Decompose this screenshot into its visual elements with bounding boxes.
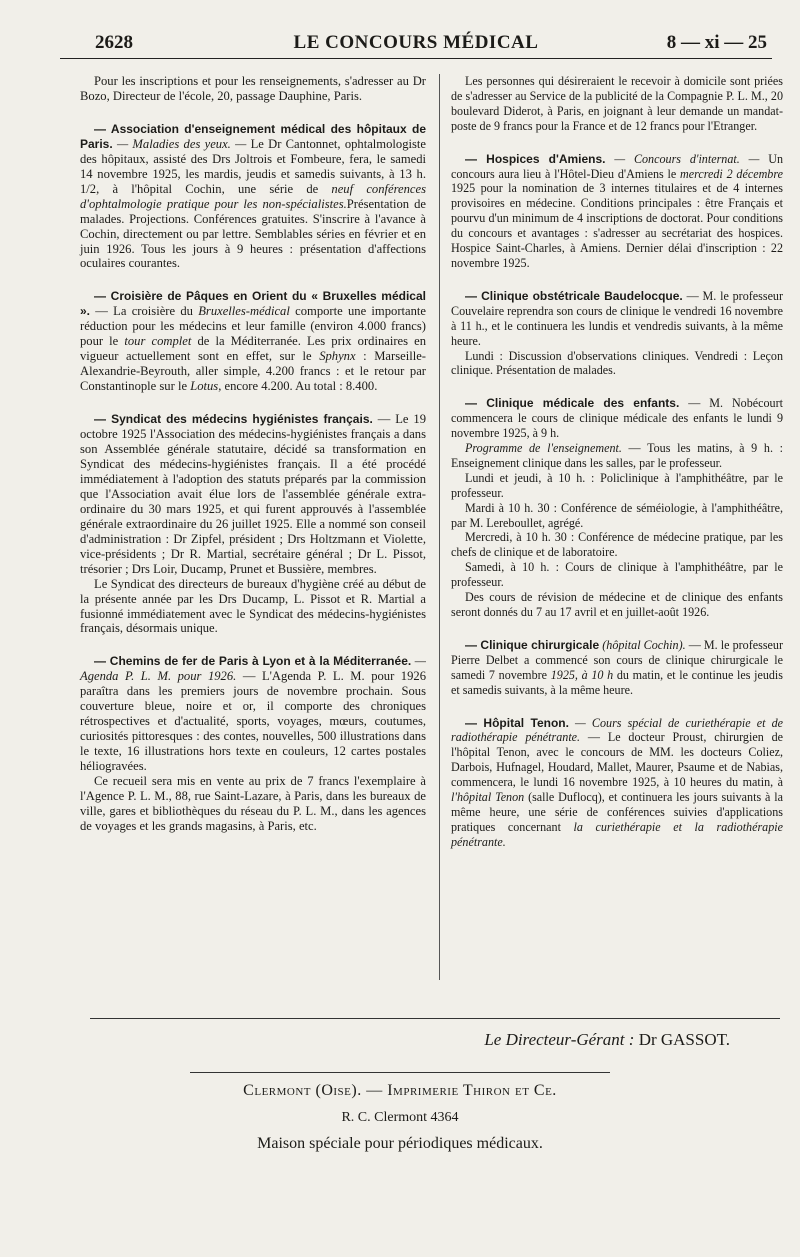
signature-role: Le Directeur-Gérant :	[484, 1030, 635, 1049]
paragraph: Lundi : Discussion d'observations cliniques. Vendredi : Leçon clinique. Présentation de malades.	[451, 348, 783, 378]
italic-text: Bruxelles-médical	[198, 304, 290, 319]
article-heading: — Clinique chirurgicale	[465, 637, 600, 652]
paragraph: Samedi, à 10 h. : Cours de clinique à l'amphithéâtre, par le professeur.	[451, 560, 783, 590]
article-croisiere	[80, 289, 426, 394]
article-inscriptions	[80, 74, 426, 104]
text: — La croisière du	[95, 304, 193, 319]
article-heading: — Hospices d'Amiens.	[465, 151, 606, 166]
text: Le Dr Cantonnet, ophtalmologiste des hôpitaux, assisté des Drs Joltrois et Fombeure, fera, le samedi 14 novembre 1925, les mardis, jeudis et samedis suivants, à 13 h. 1/2, à l'hôpital Cochin, une série de	[80, 136, 426, 196]
paragraph: Les personnes qui désireraient le recevoir à domicile sont priées de s'adresser au Service de la publicité de la Compagnie P. L. M., 20 boulevard Diderot, à Paris, en joignant à leur demande un mandat-poste de 9 francs pour la France et de 12 francs pour l'Etranger.	[451, 74, 783, 133]
text: — Tous les matins, à 9 h. : Enseignement clinique dans les salles, par le professeur.	[451, 441, 783, 470]
italic-text: Sphynx	[319, 349, 356, 364]
text: — M. le professeur Pierre Delbet a commencé son cours de clinique chirurgicale le samedi 7 novembre	[451, 637, 783, 682]
article-clinique-chirurgicale	[451, 638, 783, 698]
paragraph	[80, 122, 426, 272]
article-clinique-enfants	[451, 396, 783, 620]
article-hospices-amiens	[451, 152, 783, 271]
italic-text: 1925, à 10 h	[550, 667, 614, 682]
signature-name: Dr GASSOT.	[638, 1030, 730, 1049]
paragraph: Le Syndicat des directeurs de bureaux d'hygiène créé au début de la présente année par les Drs Ducamp, L. Pissot et R. Martial a fusionné immédiatement avec le Syndicat des médecins-hygiénistes français, désormais unique.	[80, 576, 426, 636]
paragraph	[451, 396, 783, 441]
article-baudelocque	[451, 289, 783, 378]
text: — Le docteur Proust, chirurgien de l'hôpital Tenon, avec le concours de MM. les docteurs Coliez, Darbois, Hufnagel, Houdard, Mallet, Maurer, Psaume et de Nabias, commencera, le lundi 16 novembre 1925, à 10 heures du matin, à	[451, 730, 783, 790]
text: (salle Duflocq), et continuera les jours suivants à la même heure, une série de conférences suivies d'applications pratiques concernant	[451, 790, 783, 834]
column-divider	[439, 74, 440, 980]
printer-name: Clermont (Oise). — Imprimerie Thiron et Ce.	[243, 1082, 557, 1099]
printer-registry: R. C. Clermont 4364	[341, 1110, 459, 1125]
article-heading: — Association d'enseignement médical des hôpitaux de Paris.	[80, 121, 426, 151]
text: , encore 4.200. Au total : 8.400.	[218, 379, 378, 394]
footer-rule	[90, 1018, 780, 1019]
article-association-enseignement	[80, 122, 426, 272]
paragraph: Mercredi, à 10 h. 30 : Conférence de médecine pratique, par les chefs de clinique et de laboratoire.	[451, 530, 783, 560]
text: Présentation de malades. Projections. Conférences gratuites. S'inscrire à l'avance à Cochin, directement ou par lettre. Semblables séries en février et en juin 1926. Tous les jours à 9 heures : présentation d'affections oculaires courantes.	[80, 196, 426, 271]
article-plm-subscription	[451, 74, 783, 134]
article-heading: — Clinique médicale des enfants.	[465, 396, 680, 411]
issue-date: 8 — xi — 25	[666, 32, 767, 53]
paragraph	[80, 289, 426, 394]
footer-rule	[190, 1072, 610, 1073]
paragraph	[451, 152, 783, 271]
paragraph: Mardi à 10 h. 30 : Conférence de séméiologie, à l'amphithéâtre, par M. Lereboullet, agrégé.	[451, 500, 783, 530]
text: du matin, et le continue les jeudis et samedis suivants, à la même heure.	[451, 667, 783, 697]
article-subheading: — Concours d'internat. —	[614, 151, 760, 166]
paragraph	[451, 638, 783, 698]
text: — Le 19 octobre 1925 l'Association des médecins-hygiénistes français a dans son Assemblée générale statutaire, décidé sa transformation en Syndicat des médecins-hygiénistes français. Il a été procédé immédiatement à l'adoption des statuts préparés par la commission que l'Association avait élue lors de l'assemblée générale extra-ordinaire du 30 mars 1925, et qui furent approuvés à l'assemblée générale extraordinaire du 26 juillet 1925. Elle a nommé son conseil d'administration : Dr Zipfel, président ; Drs Holtzmann et Violette, vice-présidents ; Dr R. Martial, secrétaire général ; Dr L. Pissot, trésorier ; Drs Loir, Ducamp, Prunet et Bussière, membres.	[80, 412, 426, 576]
printer-tagline: Maison spéciale pour périodiques médicaux.	[257, 1135, 543, 1152]
page-number: 2628	[95, 32, 133, 53]
article-subheading: — Maladies des yeux. —	[116, 136, 247, 151]
article-heading: — Croisière de Pâques en Orient du « Bruxelles médical ».	[80, 289, 426, 319]
page-header	[60, 30, 772, 59]
right-column	[451, 74, 783, 868]
journal-title: LE CONCOURS MÉDICAL	[293, 32, 539, 53]
text: — L'Agenda P. L. M. pour 1926 paraîtra dans les premiers jours de novembre prochain. Sous couverture bleue, noire et or, il comporte des chroniques rétrospectives et d'actualité, sports, voyages, mœurs, coutumes, curiosités pittoresques : des contes, nouvelles, 500 illustrations dans le texte, 16 illustrations hors texte en couleurs, 12 cartes postales héliogravées.	[80, 669, 426, 774]
article-hopital-tenon	[451, 716, 783, 850]
italic-text: tour complet	[124, 334, 192, 349]
text: — M. Nobécourt commencera le cours de clinique médicale des enfants le lundi 9 novembre 1925, à 9 h.	[451, 396, 783, 441]
italic-text: mercredi 2 décembre	[680, 166, 783, 181]
paragraph	[451, 289, 783, 349]
italic-text: l'hôpital Tenon	[451, 790, 525, 805]
paragraph: Lundi et jeudi, à 10 h. : Policlinique à l'amphithéâtre, par le professeur.	[451, 470, 783, 500]
signature	[484, 1030, 730, 1050]
paragraph: Ce recueil sera mis en vente au prix de 7 francs l'exemplaire à l'Agence P. L. M., 88, rue Saint-Lazare, à Paris, dans les bureaux de ville, gares et bibliothèques du réseau du P. L. M., dans les agences de voyages et les grands magasins, à Paris, etc.	[80, 774, 426, 833]
italic-text: Programme de l'enseignement.	[465, 441, 622, 456]
paragraph	[80, 412, 426, 576]
italic-text: (hôpital Cochin).	[602, 637, 686, 652]
paragraph: Des cours de révision de médecine et de clinique des enfants seront donnés du 7 au 17 avril et en juillet-août 1926.	[451, 590, 783, 619]
article-chemins-de-fer	[80, 654, 426, 833]
left-column	[80, 74, 426, 852]
article-subheading: — Cours spécial de curiethérapie et de radiothérapie pénétrante.	[451, 715, 783, 745]
paragraph	[80, 654, 426, 774]
text: de la Méditerranée. Les prix ordinaires en vigueur actuellement sont en effet, sur le	[80, 334, 427, 364]
text: : Marseille-Alexandrie-Beyrouth, aller simple, 4.200 francs : et le retour par Constantinople sur le	[80, 349, 426, 394]
text: — M. le professeur Couvelaire reprendra son cours de clinique le vendredi 16 novembre à 11 h., et le continuera les lundis et vendredis suivants, à la même heure.	[451, 288, 784, 348]
italic-text: neuf conférences d'ophtalmologie pratique pour les non-spécialistes.	[80, 181, 426, 211]
paragraph	[451, 441, 783, 471]
text: comporte une importante réduction pour les médecins et leur famille (environ 4.000 francs) pour le	[80, 304, 426, 349]
paragraph	[451, 716, 783, 850]
article-heading: — Hôpital Tenon.	[465, 715, 569, 730]
article-syndicat	[80, 412, 426, 636]
article-heading: — Chemins de fer de Paris à Lyon et à la Méditerranée.	[94, 654, 412, 669]
article-heading: — Clinique obstétricale Baudelocque.	[465, 288, 683, 303]
text: 1925 pour la nomination de 3 internes titulaires et de 4 internes provisoires en médecine. Conditions principales : être Français et pourvu d'un minimum de 4 inscriptions de doctorat. Pour conditions du concours et avantages : s'adresser au secrétariat des hospices. Hospice Saint-Charles, à Amiens. Dernier délai d'inscription : 22 novembre 1925.	[451, 181, 783, 270]
paragraph: Pour les inscriptions et pour les renseignements, s'adresser au Dr Bozo, Directeur de l'école, 20, passage Dauphine, Paris.	[80, 74, 426, 103]
italic-text: la curiethérapie et la radiothérapie pénétrante.	[451, 819, 784, 849]
article-heading: — Syndicat des médecins hygiénistes français.	[94, 412, 373, 427]
article-subheading: — Agenda P. L. M. pour 1926.	[80, 654, 426, 684]
italic-text: Lotus	[190, 379, 219, 394]
text: Un concours aura lieu à l'Hôtel-Dieu d'Amiens le	[451, 151, 783, 181]
